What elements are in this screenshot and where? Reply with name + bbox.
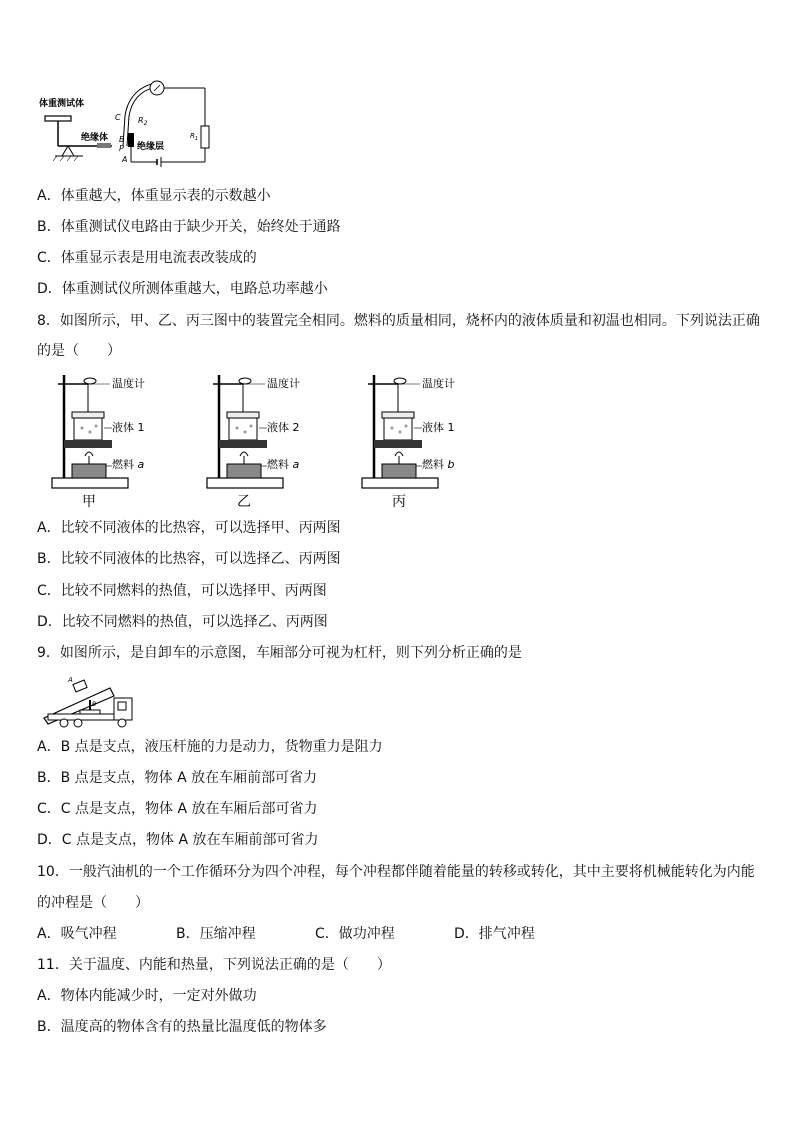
thermometer-label: 温度计 <box>422 377 455 390</box>
q10-stem-line1: 10．一般汽油机的一个工作循环分为四个冲程，每个冲程都伴随着能量的转移或转化，其中主要将机械能转化为内能 <box>37 864 755 880</box>
weight-tester-circuit-figure <box>37 76 217 172</box>
q7-option-a: A．体重越大，体重显示表的示数越小 <box>37 188 271 204</box>
q7-option-d: D．体重测试仪所测体重越大，电路总功率越小 <box>37 281 328 297</box>
q8-option-a: A．比较不同液体的比热容，可以选择甲、丙两图 <box>37 520 341 536</box>
panel-caption: 丙 <box>392 494 406 510</box>
resistor-r1 <box>201 126 209 148</box>
q8-option-d: D．比较不同燃料的热值，可以选择乙、丙两图 <box>37 614 328 630</box>
apparatus-panel-bing <box>360 370 515 510</box>
q8-option-b: B．比较不同液体的比热容，可以选择乙、丙两图 <box>37 551 341 567</box>
q11-option-a: A．物体内能减少时，一定对外做功 <box>37 988 257 1004</box>
q7-option-b: B．体重测试仪电路由于缺少开关，始终处于通路 <box>37 219 341 235</box>
fuel-label: 燃料 b <box>422 458 455 471</box>
label-R2: $R_2$ <box>138 116 148 127</box>
label-B: B <box>119 135 125 144</box>
label-C: C <box>115 113 121 122</box>
q10-option-a: A．吸气冲程 <box>37 926 117 942</box>
label-R1: $R_1$ <box>190 132 199 142</box>
q10-option-b: B．压缩冲程 <box>176 926 256 942</box>
thermometer-label: 温度计 <box>112 377 145 390</box>
apparatus-panel-jia <box>50 370 205 510</box>
label-A: A <box>122 155 128 164</box>
q10-stem-line2: 的冲程是（ ） <box>37 895 149 911</box>
fuel-label: 燃料 a <box>267 458 300 471</box>
q9-stem: 9．如图所示，是自卸车的示意图，车厢部分可视为杠杆，则下列分析正确的是 <box>37 645 522 661</box>
q9-option-b: B．B 点是支点，物体 A 放在车厢前部可省力 <box>37 770 318 786</box>
q8-apparatus-figures <box>50 370 515 510</box>
label-P: P <box>119 144 124 153</box>
label-B: B <box>92 701 97 708</box>
liquid-label: 液体 1 <box>422 421 455 434</box>
q9-option-a: A．B 点是支点，液压杆施的力是动力，货物重力是阻力 <box>37 739 383 755</box>
thermometer-label: 温度计 <box>267 377 300 390</box>
panel-caption: 乙 <box>237 494 251 510</box>
fuel-label: 燃料 a <box>112 458 145 471</box>
apparatus-panel-yi <box>205 370 360 510</box>
label-A: A <box>68 676 73 684</box>
q10-options <box>37 924 535 944</box>
label-insulator: 绝缘体 <box>81 133 109 143</box>
q8-option-c: C．比较不同燃料的热值，可以选择甲、丙两图 <box>37 583 327 599</box>
q8-stem-line2: 的是（ ） <box>37 343 121 359</box>
q10-option-d: D．排气冲程 <box>454 926 535 942</box>
q9-option-d: D．C 点是支点，物体 A 放在车厢前部可省力 <box>37 832 319 848</box>
q11-stem: 11．关于温度、内能和热量，下列说法正确的是（ ） <box>37 957 391 973</box>
label-insulating-layer: 绝缘层 <box>137 142 165 152</box>
q7-option-c: C．体重显示表是用电流表改装成的 <box>37 250 257 266</box>
q9-option-c: C．C 点是支点，物体 A 放在车厢后部可省力 <box>37 801 318 817</box>
liquid-label: 液体 2 <box>267 421 300 434</box>
q8-stem-line1: 8．如图所示，甲、乙、丙三图中的装置完全相同。燃料的质量相同，烧杯内的液体质量和初温也相同。下列说法正确 <box>37 313 760 329</box>
q10-option-c: C．做功冲程 <box>315 926 395 942</box>
panel-caption: 甲 <box>82 494 96 510</box>
q11-option-b: B．温度高的物体含有的热量比温度低的物体多 <box>37 1019 327 1035</box>
dump-truck-figure <box>38 670 138 730</box>
liquid-label: 液体 1 <box>112 421 145 434</box>
label-tester: 体重测试体 <box>39 99 85 109</box>
